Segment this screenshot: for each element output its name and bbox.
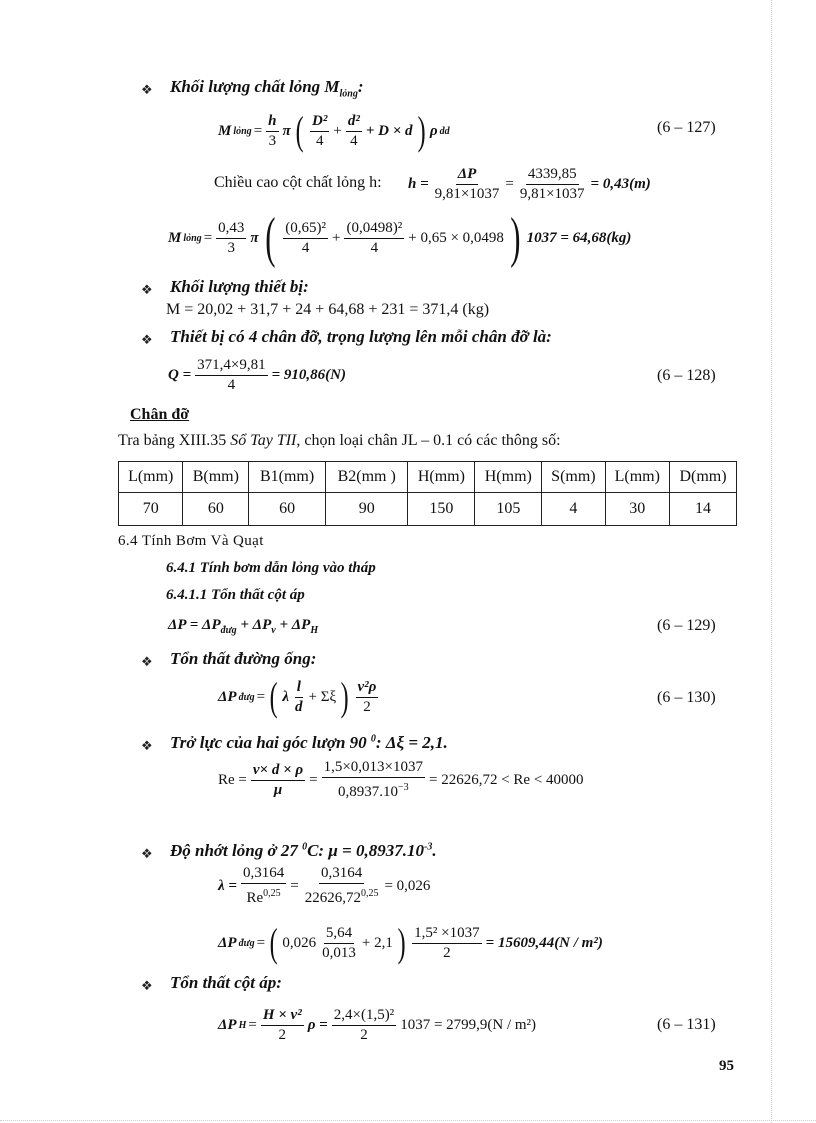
table-header-cell: L(mm) bbox=[605, 462, 669, 493]
table-cell: 30 bbox=[605, 493, 669, 526]
reynolds-equation: Re = $\frac{v\times d \times \rho}{\mu}$ = $\frac{1,5\times 0,013\times 1037}{0,8937.10^{-3}}$ = 22626,72 < Re < 40000 bbox=[218, 759, 584, 800]
support-spec-table bbox=[118, 461, 737, 526]
equation-number-129: (6 – 129) bbox=[657, 617, 716, 634]
equation-6-129: $\Delta P = \Delta P_{đưg} + \Delta P_v + \Delta P_H$ bbox=[168, 617, 319, 636]
table-row bbox=[119, 493, 737, 526]
table-header-row bbox=[119, 462, 737, 493]
table-cell: 90 bbox=[326, 493, 408, 526]
table-header-cell: B(mm) bbox=[183, 462, 249, 493]
table-header-cell: L(mm) bbox=[119, 462, 183, 493]
equation-6-130: ΔP đưg = ( λ $\frac{l}{d}$ + Σξ ) $\frac{\text{v²ρ}}{2}$ bbox=[218, 674, 377, 719]
table-header-cell: H(mm) bbox=[475, 462, 542, 493]
section-heading-6-4-1: 6.4.1 Tính bơm dẫn lỏng vào tháp bbox=[166, 560, 376, 576]
support-intro: Tra bảng XIII.35 Sổ Tay TII, chọn loại chân JL – 0.1 có các thông số: bbox=[118, 432, 561, 449]
equipment-mass-formula: M = 20,02 + 31,7 + 24 + 64,68 + 231 = 371,4 (kg) bbox=[166, 301, 490, 318]
equation-number-130: (6 – 130) bbox=[657, 689, 716, 706]
bullet-icon: ❖ bbox=[141, 282, 153, 297]
equation-6-127: M lỏng = $\frac{h}{3}$ π ( $\frac{\text{D²}}{4}$ + $\frac{\text{d²}}{4}$ + D × d ) ρ dd bbox=[218, 108, 450, 153]
liquid-mass-heading: Khối lượng chất lỏng $M_{lỏng}$: bbox=[170, 77, 364, 100]
bullet-icon: ❖ bbox=[141, 654, 153, 669]
equipment-mass-heading: Khối lượng thiết bị: bbox=[170, 277, 309, 296]
table-header-cell: S(mm) bbox=[542, 462, 605, 493]
table-cell: 60 bbox=[183, 493, 249, 526]
bend-resistance-heading: Trở lực của hai góc lượn 90 $^0$: Δξ = 2,1. bbox=[170, 733, 448, 752]
page-margin-line bbox=[771, 0, 772, 1123]
equation-6-128: Q = $\frac{371,4\times 9,81}{4}$ = 910,86(N) bbox=[168, 356, 346, 393]
friction-factor-equation: λ = $\frac{0,3164}{Re^{0,25}}$ = $\frac{0,3164}{22626,72^{0,25}}$ = 0,026 bbox=[218, 865, 431, 906]
head-loss-heading: Tổn thất cột áp: bbox=[170, 973, 282, 992]
table-header-cell: B2(mm ) bbox=[326, 462, 408, 493]
table-cell: 60 bbox=[249, 493, 326, 526]
liquid-mass-calculation: M lỏng = $\frac{0,43}{3}$ π ( $\frac{\text{(0,65)²}}{4}$ + $\frac{\text{(0,0498)²}}{4}$ + 0,65 × 0,0498 ) 1037 = 64,68(kg) bbox=[168, 207, 632, 269]
bullet-icon: ❖ bbox=[141, 978, 153, 993]
equation-number-131: (6 – 131) bbox=[657, 1016, 716, 1033]
table-header-cell: B1(mm) bbox=[249, 462, 326, 493]
pipe-loss-heading: Tổn thất đường ống: bbox=[170, 649, 317, 668]
viscosity-heading: Độ nhớt lỏng ở 27 $^0$C: $\mu = 0,8937.10^{-3}$. bbox=[170, 841, 437, 860]
bullet-icon: ❖ bbox=[141, 82, 153, 97]
table-header-cell: D(mm) bbox=[670, 462, 737, 493]
table-header-cell: H(mm) bbox=[408, 462, 475, 493]
pipe-loss-calculation: ΔP đưg = ( 0,026 $\frac{5,64}{0,013}$ + 2,1 ) $\frac{\text{1,5² ×1037}}{2}$ = 15609,44(N / m²) bbox=[218, 920, 603, 965]
equation-number-127: (6 – 127) bbox=[657, 119, 716, 136]
liquid-height-label: Chiều cao cột chất lỏng h: bbox=[214, 174, 382, 191]
bullet-icon: ❖ bbox=[141, 846, 153, 861]
liquid-height-equation: h = $\frac{\Delta P}{9,81\times 1037}$ = $\frac{4339,85}{9,81\times 1037}$ = 0,43(m) bbox=[408, 165, 651, 202]
page-number: 95 bbox=[719, 1058, 734, 1074]
table-cell: 70 bbox=[119, 493, 183, 526]
table-cell: 105 bbox=[475, 493, 542, 526]
support-load-heading: Thiết bị có 4 chân đỡ, trọng lượng lên mỗi chân đỡ là: bbox=[170, 327, 552, 346]
equation-number-128: (6 – 128) bbox=[657, 367, 716, 384]
bullet-icon: ❖ bbox=[141, 738, 153, 753]
table-cell: 4 bbox=[542, 493, 605, 526]
table-cell: 14 bbox=[670, 493, 737, 526]
page-footer-line bbox=[0, 1120, 816, 1121]
equation-6-131: ΔP H = $\frac{\text{H × v²}}{2}$ ρ = $\frac{\text{2,4×(1,5)²}}{2}$ 1037 = 2799,9(N / m²) bbox=[218, 1006, 537, 1043]
table-cell: 150 bbox=[408, 493, 475, 526]
bullet-icon: ❖ bbox=[141, 332, 153, 347]
section-heading-6-4-1-1: 6.4.1.1 Tổn thất cột áp bbox=[166, 587, 305, 603]
support-title: Chân đỡ bbox=[130, 406, 190, 423]
section-heading-6-4: 6.4 Tính Bơm Và Quạt bbox=[118, 533, 264, 549]
